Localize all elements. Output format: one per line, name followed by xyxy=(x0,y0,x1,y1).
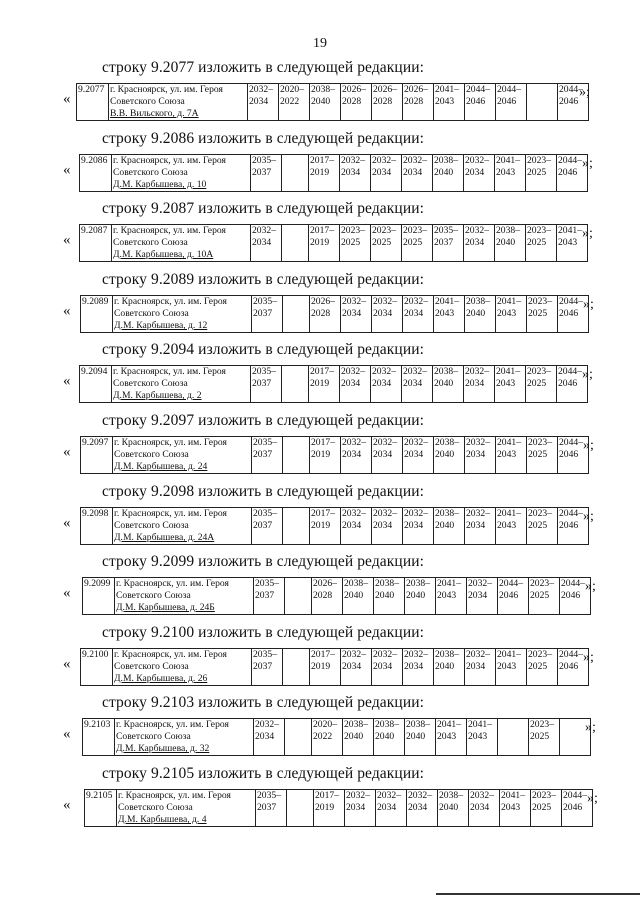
address-cell xyxy=(113,437,252,474)
year-range-cell: 2032– 2034 xyxy=(464,366,495,403)
year-range-cell: 2035– 2037 xyxy=(251,155,282,192)
row-number-cell: 9.2099 xyxy=(83,578,115,615)
year-range-cell: 2038– 2040 xyxy=(310,84,341,121)
close-quote: »; xyxy=(587,791,598,806)
year-range-cell: 2017– 2019 xyxy=(310,508,341,545)
year-range-cell: 2041– 2043 xyxy=(467,719,498,756)
address-line: Д.М. Карбышева, д. 24А xyxy=(114,532,215,543)
open-quote: « xyxy=(63,515,71,531)
year-range-cell: 2035– 2037 xyxy=(256,790,287,827)
address-line: В.В. Вильского, д. 7А xyxy=(110,108,199,119)
year-range-cell xyxy=(283,508,310,545)
year-range-cell xyxy=(527,84,558,121)
year-range-cell: 2044– 2046 xyxy=(496,84,527,121)
table-row xyxy=(81,508,589,545)
amendment-heading: строку 9.2086 изложить в следующей редакции: xyxy=(102,130,425,147)
year-range-cell: 2020– 2022 xyxy=(312,719,343,756)
amendment-heading: строку 9.2094 изложить в следующей редакции: xyxy=(102,341,425,358)
year-range-cell xyxy=(283,437,310,474)
year-range-cell: 2023– 2025 xyxy=(526,155,557,192)
year-range-cell: 2026– 2028 xyxy=(372,84,403,121)
open-quote: « xyxy=(63,162,71,178)
year-range-cell: 2032– 2034 xyxy=(464,225,495,262)
address-cell xyxy=(117,790,256,827)
open-quote: « xyxy=(63,656,71,672)
row-number-cell: 9.2087 xyxy=(80,225,112,262)
address-line: Д.М. Карбышева, д. 26 xyxy=(114,673,208,684)
year-range-cell: 2044– 2046 xyxy=(557,155,588,192)
year-range-cell: 2023– 2025 xyxy=(531,790,562,827)
year-range-cell: 2023– 2025 xyxy=(529,719,560,756)
schedule-row-table xyxy=(80,436,589,474)
open-quote: « xyxy=(63,232,71,248)
year-range-cell xyxy=(498,719,529,756)
address-line: Советского Союза xyxy=(116,731,191,742)
year-range-cell: 2032– 2034 xyxy=(403,508,434,545)
year-range-cell: 2032– 2034 xyxy=(403,437,434,474)
close-quote: »; xyxy=(583,509,594,524)
table-row xyxy=(80,155,588,192)
schedule-row-table xyxy=(82,718,591,756)
address-line: Советского Союза xyxy=(118,802,193,813)
year-range-cell: 2038– 2040 xyxy=(433,366,464,403)
year-range-cell: 2041– 2043 xyxy=(496,437,527,474)
year-range-cell: 2041– 2043 xyxy=(495,155,526,192)
close-quote: »; xyxy=(579,85,590,100)
address-line: Д.М. Карбышева, д. 2 xyxy=(113,390,202,401)
year-range-cell: 2026– 2028 xyxy=(403,84,434,121)
close-quote: »; xyxy=(585,720,596,735)
year-range-cell xyxy=(283,649,310,686)
year-range-cell: 2032– 2034 xyxy=(372,649,403,686)
year-range-cell: 2041– 2043 xyxy=(495,366,526,403)
year-range-cell: 2023– 2025 xyxy=(527,508,558,545)
year-range-cell: 2023– 2025 xyxy=(527,649,558,686)
year-range-cell: 2035– 2037 xyxy=(254,578,285,615)
year-range-cell: 2044– 2046 xyxy=(498,578,529,615)
year-range-cell: 2023– 2025 xyxy=(526,225,557,262)
year-range-cell: 2032– 2034 xyxy=(371,366,402,403)
amendment-heading: строку 9.2097 изложить в следующей редакции: xyxy=(102,412,425,429)
close-quote: »; xyxy=(582,367,593,382)
address-cell xyxy=(113,508,252,545)
amendment-heading: строку 9.2087 изложить в следующей редакции: xyxy=(102,200,425,217)
address-line: г. Красноярск, ул. им. Героя xyxy=(118,790,231,801)
address-line: Советского Союза xyxy=(110,96,185,107)
address-cell xyxy=(115,719,254,756)
schedule-row-table xyxy=(79,154,588,192)
year-range-cell: 2023– 2025 xyxy=(529,578,560,615)
table-row xyxy=(85,790,593,827)
year-range-cell: 2038– 2040 xyxy=(434,508,465,545)
address-line: г. Красноярск, ул. им. Героя xyxy=(116,578,229,589)
amendment-heading: строку 9.2099 изложить в следующей редакции: xyxy=(102,553,425,570)
address-line: Советского Союза xyxy=(114,661,189,672)
year-range-cell: 2032– 2034 xyxy=(372,508,403,545)
address-line: г. Красноярск, ул. им. Героя xyxy=(116,719,229,730)
year-range-cell: 2023– 2025 xyxy=(526,366,557,403)
close-quote: »; xyxy=(585,579,596,594)
year-range-cell: 2032– 2034 xyxy=(341,437,372,474)
open-quote: « xyxy=(63,585,71,601)
address-line: Советского Союза xyxy=(114,449,189,460)
year-range-cell: 2044– 2046 xyxy=(558,296,589,333)
year-range-cell: 2032– 2034 xyxy=(372,296,403,333)
address-cell xyxy=(112,155,251,192)
year-range-cell: 2041– 2043 xyxy=(434,84,465,121)
address-line: г. Красноярск, ул. им. Героя xyxy=(113,366,226,377)
address-line: Д.М. Карбышева, д. 10 xyxy=(113,179,207,190)
year-range-cell: 2032– 2034 xyxy=(371,155,402,192)
year-range-cell: 2032– 2034 xyxy=(467,578,498,615)
row-number-cell: 9.2098 xyxy=(81,508,113,545)
table-row xyxy=(81,296,589,333)
row-number-cell: 9.2100 xyxy=(81,649,113,686)
year-range-cell: 2035– 2037 xyxy=(251,366,282,403)
year-range-cell: 2032– 2034 xyxy=(254,719,285,756)
year-range-cell: 2032– 2034 xyxy=(465,437,496,474)
year-range-cell: 2032– 2034 xyxy=(248,84,279,121)
address-line: Советского Союза xyxy=(113,237,188,248)
address-line: г. Красноярск, ул. им. Героя xyxy=(114,649,227,660)
year-range-cell: 2035– 2037 xyxy=(433,225,464,262)
year-range-cell: 2041– 2043 xyxy=(500,790,531,827)
table-row xyxy=(83,719,591,756)
schedule-row-table xyxy=(80,295,589,333)
year-range-cell: 2038– 2040 xyxy=(434,437,465,474)
row-number-cell: 9.2105 xyxy=(85,790,117,827)
address-line: Д.М. Карбышева, д. 24 xyxy=(114,461,208,472)
year-range-cell xyxy=(285,719,312,756)
open-quote: « xyxy=(63,797,71,813)
row-number-cell: 9.2089 xyxy=(81,296,113,333)
year-range-cell: 2032– 2034 xyxy=(341,508,372,545)
year-range-cell: 2032– 2034 xyxy=(251,225,282,262)
address-line: Советского Союза xyxy=(113,167,188,178)
year-range-cell xyxy=(285,578,312,615)
year-range-cell: 2035– 2037 xyxy=(252,508,283,545)
address-line: Д.М. Карбышева, д. 4 xyxy=(118,814,207,825)
close-quote: »; xyxy=(582,156,593,171)
open-quote: « xyxy=(63,91,71,107)
year-range-cell: 2032– 2034 xyxy=(403,649,434,686)
amendment-heading: строку 9.2098 изложить в следующей редакции: xyxy=(102,483,425,500)
address-line: Советского Союза xyxy=(113,378,188,389)
year-range-cell: 2041– 2043 xyxy=(496,296,527,333)
year-range-cell: 2023– 2025 xyxy=(527,296,558,333)
row-number-cell: 9.2094 xyxy=(80,366,112,403)
year-range-cell xyxy=(282,155,309,192)
year-range-cell: 2026– 2028 xyxy=(310,296,341,333)
close-quote: »; xyxy=(582,226,593,241)
year-range-cell: 2023– 2025 xyxy=(527,437,558,474)
year-range-cell: 2038– 2040 xyxy=(465,296,496,333)
address-line: г. Красноярск, ул. им. Героя xyxy=(110,84,223,95)
year-range-cell xyxy=(287,790,314,827)
address-line: Советского Союза xyxy=(114,520,189,531)
address-line: Д.М. Карбышева, д. 10А xyxy=(113,249,214,260)
year-range-cell: 2038– 2040 xyxy=(433,155,464,192)
year-range-cell: 2032– 2034 xyxy=(465,508,496,545)
year-range-cell: 2038– 2040 xyxy=(374,719,405,756)
table-row xyxy=(77,84,589,121)
year-range-cell: 2032– 2034 xyxy=(469,790,500,827)
year-range-cell xyxy=(282,225,309,262)
year-range-cell: 2017– 2019 xyxy=(314,790,345,827)
year-range-cell: 2044– 2046 xyxy=(558,649,589,686)
address-line: Д.М. Карбышева, д. 24Б xyxy=(116,602,215,613)
year-range-cell: 2026– 2028 xyxy=(341,84,372,121)
open-quote: « xyxy=(63,373,71,389)
year-range-cell: 2044– 2046 xyxy=(558,437,589,474)
year-range-cell: 2017– 2019 xyxy=(309,366,340,403)
year-range-cell xyxy=(282,366,309,403)
table-row xyxy=(81,437,589,474)
year-range-cell: 2032– 2034 xyxy=(464,155,495,192)
schedule-row-table xyxy=(84,789,593,827)
row-number-cell: 9.2077 xyxy=(77,84,109,121)
amendment-heading: строку 9.2105 изложить в следующей редакции: xyxy=(102,765,425,782)
year-range-cell: 2035– 2037 xyxy=(252,296,283,333)
open-quote: « xyxy=(63,726,71,742)
row-number-cell: 9.2097 xyxy=(81,437,113,474)
table-row xyxy=(80,366,588,403)
year-range-cell: 2044– 2046 xyxy=(558,508,589,545)
year-range-cell: 2026– 2028 xyxy=(312,578,343,615)
year-range-cell: 2032– 2034 xyxy=(340,366,371,403)
year-range-cell: 2032– 2034 xyxy=(402,155,433,192)
year-range-cell: 2017– 2019 xyxy=(309,225,340,262)
close-quote: »; xyxy=(583,438,594,453)
schedule-row-table xyxy=(79,365,588,403)
year-range-cell: 2038– 2040 xyxy=(374,578,405,615)
year-range-cell: 2032– 2034 xyxy=(340,155,371,192)
year-range-cell: 2020– 2022 xyxy=(279,84,310,121)
year-range-cell: 2023– 2025 xyxy=(340,225,371,262)
year-range-cell: 2038– 2040 xyxy=(405,719,436,756)
year-range-cell: 2032– 2034 xyxy=(341,649,372,686)
schedule-row-table xyxy=(79,224,588,262)
close-quote: »; xyxy=(583,650,594,665)
year-range-cell: 2035– 2037 xyxy=(252,437,283,474)
year-range-cell: 2044– 2046 xyxy=(560,578,591,615)
year-range-cell: 2044– 2046 xyxy=(562,790,593,827)
address-cell xyxy=(112,225,251,262)
year-range-cell: 2017– 2019 xyxy=(310,649,341,686)
year-range-cell: 2032– 2034 xyxy=(341,296,372,333)
year-range-cell: 2041– 2043 xyxy=(436,578,467,615)
table-row xyxy=(81,649,589,686)
amendment-heading: строку 9.2089 изложить в следующей редакции: xyxy=(102,271,425,288)
address-line: г. Красноярск, ул. им. Героя xyxy=(113,155,226,166)
year-range-cell: 2032– 2034 xyxy=(345,790,376,827)
year-range-cell xyxy=(283,296,310,333)
table-row xyxy=(80,225,588,262)
year-range-cell: 2041– 2043 xyxy=(496,508,527,545)
schedule-row-table xyxy=(82,577,591,615)
year-range-cell: 2041– 2043 xyxy=(436,719,467,756)
year-range-cell: 2044– 2046 xyxy=(558,84,589,121)
year-range-cell: 2038– 2040 xyxy=(343,719,374,756)
year-range-cell: 2032– 2034 xyxy=(376,790,407,827)
address-cell xyxy=(109,84,248,121)
row-number-cell: 9.2086 xyxy=(80,155,112,192)
year-range-cell: 2023– 2025 xyxy=(371,225,402,262)
address-line: Советского Союза xyxy=(114,308,189,319)
year-range-cell: 2032– 2034 xyxy=(372,437,403,474)
address-cell xyxy=(115,578,254,615)
row-number-cell: 9.2103 xyxy=(83,719,115,756)
open-quote: « xyxy=(63,303,71,319)
year-range-cell: 2044– 2046 xyxy=(465,84,496,121)
year-range-cell: 2038– 2040 xyxy=(343,578,374,615)
address-line: г. Красноярск, ул. им. Героя xyxy=(114,296,227,307)
year-range-cell: 2017– 2019 xyxy=(309,155,340,192)
address-cell xyxy=(112,366,251,403)
address-line: г. Красноярск, ул. им. Героя xyxy=(113,225,226,236)
year-range-cell: 2032– 2034 xyxy=(403,296,434,333)
address-line: Советского Союза xyxy=(116,590,191,601)
page-number: 19 xyxy=(313,36,327,51)
year-range-cell: 2038– 2040 xyxy=(405,578,436,615)
year-range-cell: 2023– 2025 xyxy=(402,225,433,262)
address-cell xyxy=(113,649,252,686)
year-range-cell: 2032– 2034 xyxy=(465,649,496,686)
year-range-cell: 2032– 2034 xyxy=(402,366,433,403)
close-quote: »; xyxy=(583,297,594,312)
address-line: Д.М. Карбышева, д. 12 xyxy=(114,320,208,331)
schedule-row-table xyxy=(80,648,589,686)
schedule-row-table xyxy=(76,83,589,121)
year-range-cell: 2032– 2034 xyxy=(407,790,438,827)
address-line: Д.М. Карбышева, д. 32 xyxy=(116,743,210,754)
year-range-cell: 2038– 2040 xyxy=(434,649,465,686)
year-range-cell: 2041– 2043 xyxy=(557,225,588,262)
year-range-cell: 2035– 2037 xyxy=(252,649,283,686)
year-range-cell: 2038– 2040 xyxy=(495,225,526,262)
table-row xyxy=(83,578,591,615)
open-quote: « xyxy=(63,444,71,460)
amendment-heading: строку 9.2103 изложить в следующей редакции: xyxy=(102,694,425,711)
address-line: г. Красноярск, ул. им. Героя xyxy=(114,508,227,519)
schedule-row-table xyxy=(80,507,589,545)
year-range-cell: 2017– 2019 xyxy=(310,437,341,474)
amendment-heading: строку 9.2077 изложить в следующей редакции: xyxy=(102,59,425,76)
year-range-cell: 2041– 2043 xyxy=(434,296,465,333)
address-line: г. Красноярск, ул. им. Героя xyxy=(114,437,227,448)
year-range-cell: 2038– 2040 xyxy=(438,790,469,827)
page-bottom-rule xyxy=(436,893,640,895)
amendment-heading: строку 9.2100 изложить в следующей редакции: xyxy=(102,624,425,641)
year-range-cell: 2044– 2046 xyxy=(557,366,588,403)
year-range-cell: 2041– 2043 xyxy=(496,649,527,686)
address-cell xyxy=(113,296,252,333)
